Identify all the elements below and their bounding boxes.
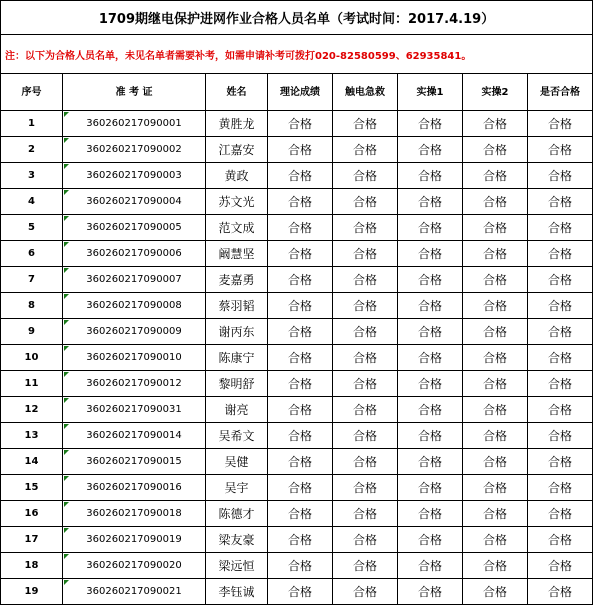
name-cell[interactable]: 黄胜龙 xyxy=(206,111,268,137)
first-aid-grade-cell[interactable]: 合格 xyxy=(333,579,398,605)
theory-grade-cell[interactable]: 合格 xyxy=(268,579,333,605)
table-row xyxy=(1,241,593,267)
ticket-number-cell[interactable]: 360260217090016 xyxy=(63,475,206,501)
theory-grade-cell[interactable]: 合格 xyxy=(268,137,333,163)
ticket-number-cell[interactable]: 360260217090012 xyxy=(63,371,206,397)
name-cell[interactable]: 李钰诚 xyxy=(206,579,268,605)
table-row xyxy=(1,475,593,501)
seq-cell[interactable]: 14 xyxy=(1,449,63,475)
practical-1-grade-cell[interactable]: 合格 xyxy=(398,475,463,501)
qualified-grade-cell[interactable]: 合格 xyxy=(528,449,593,475)
seq-cell[interactable]: 3 xyxy=(1,163,63,189)
ticket-number-cell[interactable]: 360260217090009 xyxy=(63,319,206,345)
qualified-grade-cell[interactable]: 合格 xyxy=(528,579,593,605)
ticket-number-cell[interactable]: 360260217090005 xyxy=(63,215,206,241)
header-cell-first-aid[interactable]: 触电急救 xyxy=(333,74,398,111)
first-aid-grade-cell[interactable]: 合格 xyxy=(333,293,398,319)
seq-cell[interactable]: 17 xyxy=(1,527,63,553)
header-cell-qualified[interactable]: 是否合格 xyxy=(528,74,593,111)
qualified-grade-cell[interactable]: 合格 xyxy=(528,397,593,423)
name-cell[interactable]: 阚慧坚 xyxy=(206,241,268,267)
seq-cell[interactable]: 4 xyxy=(1,189,63,215)
practical-2-grade-cell[interactable]: 合格 xyxy=(463,189,528,215)
qualified-grade-cell[interactable]: 合格 xyxy=(528,111,593,137)
first-aid-grade-cell[interactable]: 合格 xyxy=(333,137,398,163)
seq-cell[interactable]: 10 xyxy=(1,345,63,371)
ticket-number-cell[interactable]: 360260217090003 xyxy=(63,163,206,189)
seq-cell[interactable]: 5 xyxy=(1,215,63,241)
name-cell[interactable]: 吴宇 xyxy=(206,475,268,501)
seq-cell[interactable]: 6 xyxy=(1,241,63,267)
qualified-grade-cell[interactable]: 合格 xyxy=(528,371,593,397)
table-row xyxy=(1,527,593,553)
table-row xyxy=(1,111,593,137)
theory-grade-cell[interactable]: 合格 xyxy=(268,397,333,423)
header-cell-practical-1[interactable]: 实操1 xyxy=(398,74,463,111)
first-aid-grade-cell[interactable]: 合格 xyxy=(333,345,398,371)
seq-cell[interactable]: 15 xyxy=(1,475,63,501)
seq-cell[interactable]: 11 xyxy=(1,371,63,397)
name-cell[interactable]: 吴健 xyxy=(206,449,268,475)
practical-1-grade-cell[interactable]: 合格 xyxy=(398,137,463,163)
qualified-grade-cell[interactable]: 合格 xyxy=(528,345,593,371)
practical-1-grade-cell[interactable]: 合格 xyxy=(398,293,463,319)
ticket-number-cell[interactable]: 360260217090020 xyxy=(63,553,206,579)
table-row xyxy=(1,449,593,475)
first-aid-grade-cell[interactable]: 合格 xyxy=(333,397,398,423)
table-row xyxy=(1,345,593,371)
header-row xyxy=(1,74,593,111)
ticket-number-cell[interactable]: 360260217090006 xyxy=(63,241,206,267)
table-row xyxy=(1,215,593,241)
practical-2-grade-cell[interactable]: 合格 xyxy=(463,111,528,137)
table-row xyxy=(1,163,593,189)
practical-2-grade-cell[interactable]: 合格 xyxy=(463,267,528,293)
theory-grade-cell[interactable]: 合格 xyxy=(268,371,333,397)
theory-grade-cell[interactable]: 合格 xyxy=(268,215,333,241)
practical-1-grade-cell[interactable]: 合格 xyxy=(398,527,463,553)
seq-cell[interactable]: 12 xyxy=(1,397,63,423)
seq-cell[interactable]: 8 xyxy=(1,293,63,319)
theory-grade-cell[interactable]: 合格 xyxy=(268,319,333,345)
name-cell[interactable]: 江嘉安 xyxy=(206,137,268,163)
name-cell[interactable]: 陈德才 xyxy=(206,501,268,527)
table-row xyxy=(1,553,593,579)
qualified-grade-cell[interactable]: 合格 xyxy=(528,475,593,501)
table-row xyxy=(1,319,593,345)
seq-cell[interactable]: 19 xyxy=(1,579,63,605)
practical-1-grade-cell[interactable]: 合格 xyxy=(398,371,463,397)
practical-1-grade-cell[interactable]: 合格 xyxy=(398,267,463,293)
ticket-number-cell[interactable]: 360260217090010 xyxy=(63,345,206,371)
practical-2-grade-cell[interactable]: 合格 xyxy=(463,501,528,527)
header-cell-practical-2[interactable]: 实操2 xyxy=(463,74,528,111)
theory-grade-cell[interactable]: 合格 xyxy=(268,501,333,527)
seq-cell[interactable]: 18 xyxy=(1,553,63,579)
qualified-grade-cell[interactable]: 合格 xyxy=(528,163,593,189)
practical-1-grade-cell[interactable]: 合格 xyxy=(398,215,463,241)
practical-2-grade-cell[interactable]: 合格 xyxy=(463,579,528,605)
practical-1-grade-cell[interactable]: 合格 xyxy=(398,241,463,267)
practical-2-grade-cell[interactable]: 合格 xyxy=(463,397,528,423)
first-aid-grade-cell[interactable]: 合格 xyxy=(333,423,398,449)
first-aid-grade-cell[interactable]: 合格 xyxy=(333,501,398,527)
qualified-grade-cell[interactable]: 合格 xyxy=(528,137,593,163)
ticket-number-cell[interactable]: 360260217090014 xyxy=(63,423,206,449)
practical-2-grade-cell[interactable]: 合格 xyxy=(463,553,528,579)
qualified-grade-cell[interactable]: 合格 xyxy=(528,293,593,319)
practical-2-grade-cell[interactable]: 合格 xyxy=(463,241,528,267)
practical-2-grade-cell[interactable]: 合格 xyxy=(463,293,528,319)
table-row xyxy=(1,371,593,397)
name-cell[interactable]: 梁远恒 xyxy=(206,553,268,579)
theory-grade-cell[interactable]: 合格 xyxy=(268,527,333,553)
theory-grade-cell[interactable]: 合格 xyxy=(268,111,333,137)
header-cell-theory[interactable]: 理论成绩 xyxy=(268,74,333,111)
ticket-number-cell[interactable]: 360260217090018 xyxy=(63,501,206,527)
header-cell-name[interactable]: 姓名 xyxy=(206,74,268,111)
table-row xyxy=(1,423,593,449)
first-aid-grade-cell[interactable]: 合格 xyxy=(333,553,398,579)
theory-grade-cell[interactable]: 合格 xyxy=(268,475,333,501)
qualified-grade-cell[interactable]: 合格 xyxy=(528,501,593,527)
sheet-title[interactable]: 1709期继电保护进网作业合格人员名单（考试时间：2017.4.19） xyxy=(1,1,593,35)
first-aid-grade-cell[interactable]: 合格 xyxy=(333,267,398,293)
qualified-grade-cell[interactable]: 合格 xyxy=(528,527,593,553)
practical-2-grade-cell[interactable]: 合格 xyxy=(463,345,528,371)
seq-cell[interactable]: 13 xyxy=(1,423,63,449)
table-row xyxy=(1,189,593,215)
name-cell[interactable]: 范文成 xyxy=(206,215,268,241)
first-aid-grade-cell[interactable]: 合格 xyxy=(333,527,398,553)
practical-2-grade-cell[interactable]: 合格 xyxy=(463,319,528,345)
practical-1-grade-cell[interactable]: 合格 xyxy=(398,111,463,137)
seq-cell[interactable]: 2 xyxy=(1,137,63,163)
name-cell[interactable]: 黎明舒 xyxy=(206,371,268,397)
practical-2-grade-cell[interactable]: 合格 xyxy=(463,475,528,501)
first-aid-grade-cell[interactable]: 合格 xyxy=(333,319,398,345)
name-cell[interactable]: 梁友豪 xyxy=(206,527,268,553)
notice-text[interactable]: 注：以下为合格人员名单，未见名单者需要补考，如需申请补考可拨打020-82580599、62935841。 xyxy=(1,35,593,74)
practical-2-grade-cell[interactable]: 合格 xyxy=(463,449,528,475)
table-row xyxy=(1,579,593,605)
seq-cell[interactable]: 9 xyxy=(1,319,63,345)
header-cell-ticket[interactable]: 准 考 证 xyxy=(63,74,206,111)
first-aid-grade-cell[interactable]: 合格 xyxy=(333,449,398,475)
practical-1-grade-cell[interactable]: 合格 xyxy=(398,163,463,189)
name-cell[interactable]: 麦嘉勇 xyxy=(206,267,268,293)
seq-cell[interactable]: 1 xyxy=(1,111,63,137)
name-cell[interactable]: 谢丙东 xyxy=(206,319,268,345)
theory-grade-cell[interactable]: 合格 xyxy=(268,293,333,319)
practical-2-grade-cell[interactable]: 合格 xyxy=(463,163,528,189)
practical-1-grade-cell[interactable]: 合格 xyxy=(398,423,463,449)
qualified-grade-cell[interactable]: 合格 xyxy=(528,423,593,449)
name-cell[interactable]: 吴希文 xyxy=(206,423,268,449)
name-cell[interactable]: 蔡羽韬 xyxy=(206,293,268,319)
theory-grade-cell[interactable]: 合格 xyxy=(268,163,333,189)
ticket-number-cell[interactable]: 360260217090002 xyxy=(63,137,206,163)
header-cell-seq[interactable]: 序号 xyxy=(1,74,63,111)
practical-1-grade-cell[interactable]: 合格 xyxy=(398,319,463,345)
qualified-grade-cell[interactable]: 合格 xyxy=(528,319,593,345)
seq-cell[interactable]: 7 xyxy=(1,267,63,293)
practical-1-grade-cell[interactable]: 合格 xyxy=(398,397,463,423)
practical-1-grade-cell[interactable]: 合格 xyxy=(398,449,463,475)
table-row xyxy=(1,137,593,163)
table-row xyxy=(1,501,593,527)
qualified-grade-cell[interactable]: 合格 xyxy=(528,241,593,267)
practical-1-grade-cell[interactable]: 合格 xyxy=(398,553,463,579)
name-cell[interactable]: 黄政 xyxy=(206,163,268,189)
first-aid-grade-cell[interactable]: 合格 xyxy=(333,163,398,189)
first-aid-grade-cell[interactable]: 合格 xyxy=(333,215,398,241)
ticket-number-cell[interactable]: 360260217090021 xyxy=(63,579,206,605)
practical-2-grade-cell[interactable]: 合格 xyxy=(463,371,528,397)
practical-1-grade-cell[interactable]: 合格 xyxy=(398,189,463,215)
theory-grade-cell[interactable]: 合格 xyxy=(268,267,333,293)
practical-1-grade-cell[interactable]: 合格 xyxy=(398,501,463,527)
practical-2-grade-cell[interactable]: 合格 xyxy=(463,423,528,449)
first-aid-grade-cell[interactable]: 合格 xyxy=(333,111,398,137)
practical-1-grade-cell[interactable]: 合格 xyxy=(398,579,463,605)
theory-grade-cell[interactable]: 合格 xyxy=(268,189,333,215)
first-aid-grade-cell[interactable]: 合格 xyxy=(333,371,398,397)
theory-grade-cell[interactable]: 合格 xyxy=(268,345,333,371)
first-aid-grade-cell[interactable]: 合格 xyxy=(333,475,398,501)
practical-1-grade-cell[interactable]: 合格 xyxy=(398,345,463,371)
theory-grade-cell[interactable]: 合格 xyxy=(268,553,333,579)
ticket-number-cell[interactable]: 360260217090019 xyxy=(63,527,206,553)
first-aid-grade-cell[interactable]: 合格 xyxy=(333,241,398,267)
practical-2-grade-cell[interactable]: 合格 xyxy=(463,137,528,163)
name-cell[interactable]: 苏文光 xyxy=(206,189,268,215)
ticket-number-cell[interactable]: 360260217090031 xyxy=(63,397,206,423)
ticket-number-cell[interactable]: 360260217090004 xyxy=(63,189,206,215)
name-cell[interactable]: 谢亮 xyxy=(206,397,268,423)
qualified-grade-cell[interactable]: 合格 xyxy=(528,267,593,293)
seq-cell[interactable]: 16 xyxy=(1,501,63,527)
ticket-number-cell[interactable]: 360260217090007 xyxy=(63,267,206,293)
ticket-number-cell[interactable]: 360260217090015 xyxy=(63,449,206,475)
ticket-number-cell[interactable]: 360260217090008 xyxy=(63,293,206,319)
practical-2-grade-cell[interactable]: 合格 xyxy=(463,215,528,241)
qualified-grade-cell[interactable]: 合格 xyxy=(528,553,593,579)
qualified-grade-cell[interactable]: 合格 xyxy=(528,215,593,241)
table-row xyxy=(1,267,593,293)
theory-grade-cell[interactable]: 合格 xyxy=(268,449,333,475)
table-row xyxy=(1,293,593,319)
theory-grade-cell[interactable]: 合格 xyxy=(268,241,333,267)
table-row xyxy=(1,397,593,423)
qualified-grade-cell[interactable]: 合格 xyxy=(528,189,593,215)
theory-grade-cell[interactable]: 合格 xyxy=(268,423,333,449)
practical-2-grade-cell[interactable]: 合格 xyxy=(463,527,528,553)
name-cell[interactable]: 陈康宁 xyxy=(206,345,268,371)
first-aid-grade-cell[interactable]: 合格 xyxy=(333,189,398,215)
ticket-number-cell[interactable]: 360260217090001 xyxy=(63,111,206,137)
